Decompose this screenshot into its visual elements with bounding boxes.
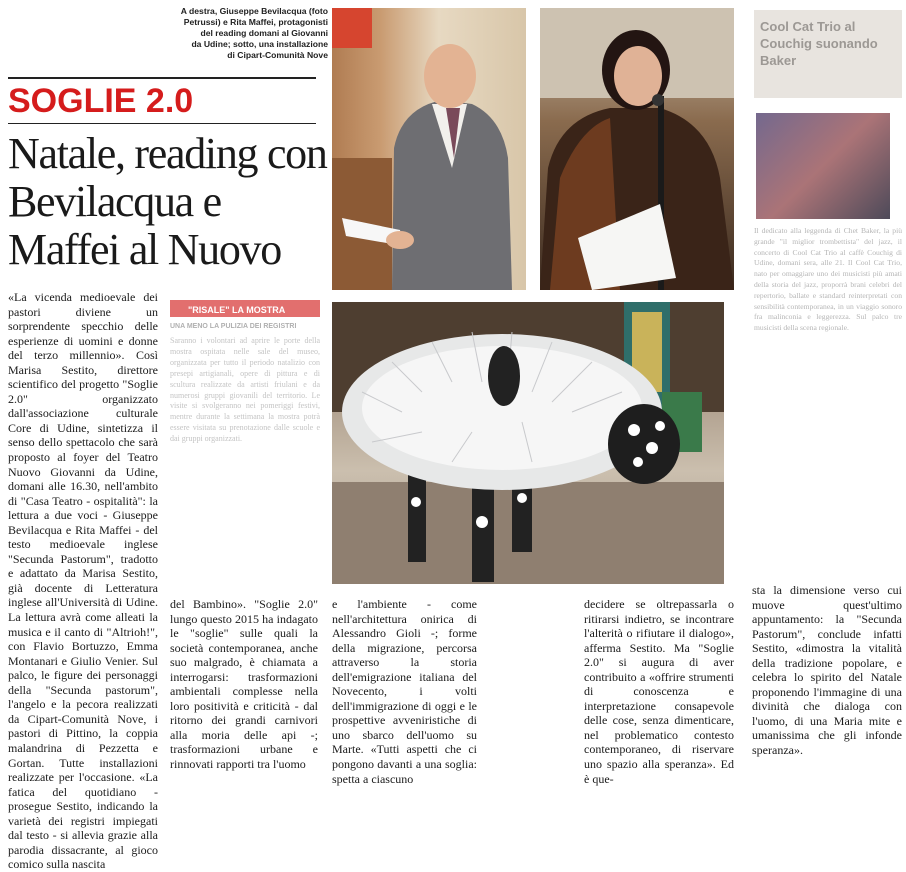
faded-article-bar: "RISALE" LA MOSTRA (170, 300, 320, 317)
photo-bevilacqua (332, 8, 526, 290)
article-column-2: del Bambino». "Soglie 2.0" lungo questo 2015 ha indagato le "soglie" sulle quali la società contemporanea, anche suo malgrado, è chiamata a interrogarsi: trasformazioni ambientali complesse nella loro positività e criticità - dal ritorno dei grandi carnivori alla moria delle api -; trasformazioni urbane e rinnovati rapporti tra l'uomo (170, 597, 318, 772)
faded-article-text: Saranno i volontari ad aprire le porte della mostra ospitata nelle sale del museo, organizzata per tutto il periodo natalizio con presepi artigianali, opere di pittura e di scultura realizzate da artisti friulani e da numerosi gruppi giovanili del territorio. Le visite si svolgeranno nei pomeriggi festivi, mentre durante la settimana la mostra potrà essere visitata su prenotazione dalle scuole e dai gruppi organizzati. (170, 336, 320, 444)
photo-caption: A destra, Giuseppe Bevilacqua (foto Petrussi) e Rita Maffei, protagonisti del reading domani al Giovanni da Udine; sotto, una installazione di Cipart-Comunità Nove (180, 6, 328, 60)
faded-article-subtitle: UNA MENO LA PULIZIA DEI REGISTRI (170, 323, 297, 330)
faded-right-title-box (754, 10, 902, 98)
photo-maffei (540, 8, 734, 290)
faded-right-text: Il dedicato alla leggenda di Chet Baker, la più grande "il miglior trombettista" del jazz, il concerto di Cool Cat Trio al caffè Couchig di Udine, domani sera, alle 21. Il Cool Cat Trio, nato per omaggiare uno dei musicisti più amati della storia del jazz, proporrà brani celebri del repertorio, ballate e standard reinterpretati con sensibilità contemporanea, in un viaggio sonoro fra malinconia e leggerezza. Sul palco tre musicisti della scena regionale. (754, 226, 902, 333)
faded-right-photo (756, 113, 890, 219)
article-column-4: decidere se oltrepassarla o ritirarsi indietro, se incontrare l'alterità o rifiutare il dialogo», afferma Sestito. Ma "Soglie 2.0" si augura di aver contribuito a «offrire strumenti di conoscenza e interpretazione consapevole delle cose, senza dimenticare, nel problematico contesto contemporaneo, di riservare uno spazio alla speranza». Ed è que- (584, 597, 734, 786)
kicker-rule (8, 123, 316, 124)
header-rule (8, 77, 316, 79)
article-column-5: sta la dimensione verso cui muove quest'ultimo appuntamento: la "Secunda Pastorum", conclude infatti Sestito, «dimostra la vitalità della tradizione popolare, e celebra lo spirito del Natale proponendo l'immagine di una divinità che dialoga con l'uomo, di una Maria mite e umanissima che gli infonde speranza». (752, 583, 902, 758)
headline: Natale, reading con Bevilacqua e Maffei al Nuovo (8, 129, 327, 274)
article-column-3: e l'ambiente - come nell'architettura onirica di Alessandro Gioli -; forme della migrazione, percorsa attraverso la storia dell'emigrazione italiana del Novecento, i volti dell'immigrazione di oggi e le prospettive avveniristiche di uno sbarco dell'uomo su Marte. «Tutti aspetti che ci pongono davanti a una soglia: spetta a ciascuno (332, 597, 477, 786)
section-kicker: SOGLIE 2.0 (8, 82, 194, 120)
article-column-1: «La vicenda medioevale dei pastori diviene un sorprendente specchio delle esperienze di uomini e donne del terzo millennio». Così Marisa Sestito, direttore scientifico del progetto "Soglie 2.0" organizzato dall'associazione culturale Core di Udine, sintetizza il senso dello spettacolo che sarà proposto al foyer del Teatro Nuovo Giovanni da Udine, domani alle 16.30, nell'ambito di "Casa Teatro - ospitalità": la lettura a due voci - Giuseppe Bevilacqua e Rita Maffei - del testo medioevale inglese "Secunda Pastorum", tradotto e adattato da Marisa Sestito, già docente di Letteratura inglese all'Università di Udine. La lettura avrà come alleati la musica e il canto di "Altrioh!", con Flavio Bortuzzo, Emma Montanari e Giulio Venier. Sul palco, le figure dei personaggi della "Secunda pastorum", l'angelo e la pecora realizzati da Cipart-Comunità Nove, i pastori di Pittino, la coppia malandrina di Pezzetta e Gortan. Tutte installazioni realizzate per l'occasione. «La fatica del quotidiano - prosegue Sestito, indicando la varietà dei registri impiegati dal testo - si allevia grazie alla parodia dissacrante, al gioco comico sulla nascita (8, 290, 158, 872)
photo-installation (332, 302, 724, 584)
faded-right-title: Cool Cat Trio al Couchig suonando Baker (760, 19, 878, 68)
